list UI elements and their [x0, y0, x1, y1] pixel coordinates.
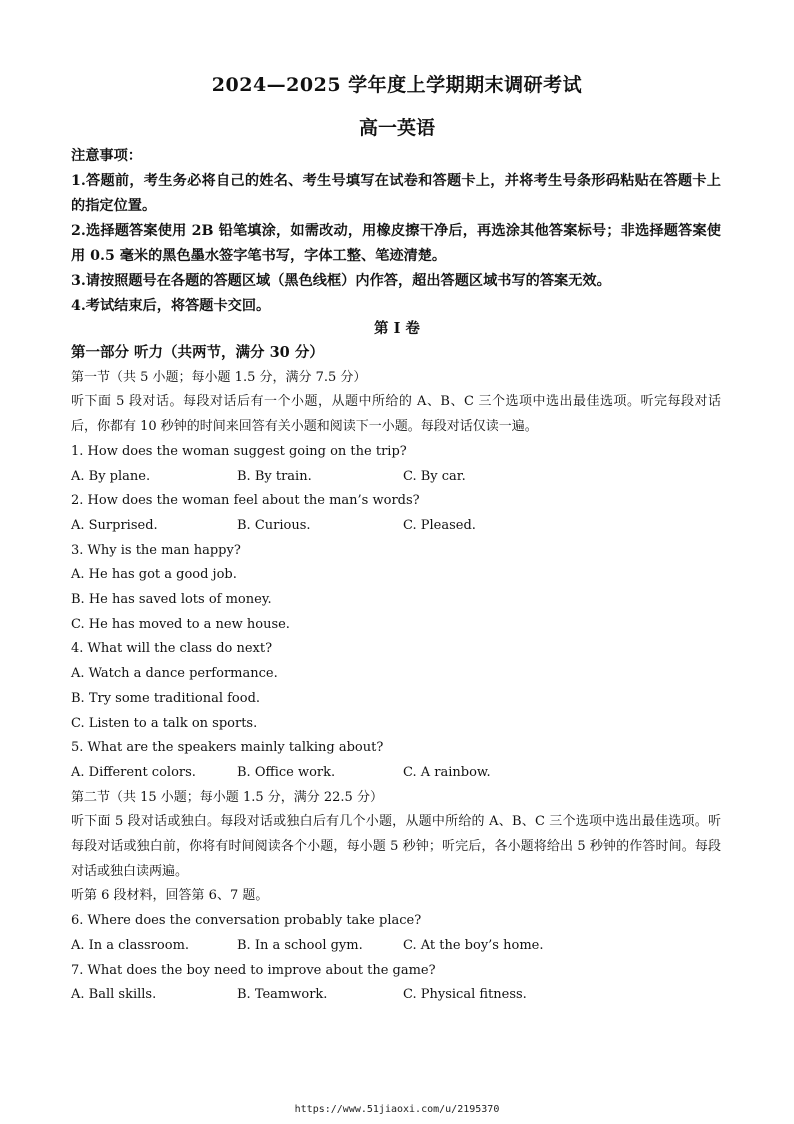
material-note: 听第 6 段材料，回答第 6、7 题。: [71, 888, 269, 904]
option-b: B. Try some traditional food.: [71, 690, 261, 706]
question-stem: 1. How does the woman suggest going on the trip?: [71, 443, 407, 459]
section-instructions: 听下面 5 段对话。每段对话后有一个小题，从题中所给的 A、B、C 三个选项中选出最佳选项。听完每段对话后，你都有 10 秒钟的时间来回答有关小题和阅读下一小题。每段对话仅读一遍。: [71, 394, 721, 435]
option-a: A. Different colors.: [71, 764, 196, 780]
option-c: C. A rainbow.: [403, 764, 491, 780]
option-a: A. Surprised.: [71, 517, 158, 533]
question-stem: 6. Where does the conversation probably take place?: [71, 913, 422, 929]
option-b: B. Curious.: [237, 517, 311, 533]
section-instructions: 听下面 5 段对话或独白。每段对话或独白后有几个小题，从题中所给的 A、B、C 三个选项中选出最佳选项。听每段对话或独白前，你将有时间阅读各个小题，每小题 5 秒钟；听完后，各小题将给出 5 秒钟的作答时间。每段对话或独白读两遍。: [71, 814, 721, 879]
exam-body: [71, 341, 721, 1008]
question-stem: 2. How does the woman feel about the man’s words?: [71, 493, 420, 509]
footer-url: https://www.51jiaoxi.com/u/2195370: [294, 1104, 500, 1115]
option-b: B. By train.: [237, 468, 312, 484]
option-c: C. By car.: [403, 468, 466, 484]
notice-item: 4.考试结束后，将答题卡交回。: [71, 298, 271, 314]
notice-heading: 注意事项：: [71, 148, 142, 164]
option-b: B. Teamwork.: [237, 987, 328, 1003]
option-a: A. Ball skills.: [71, 987, 157, 1003]
option-b: B. In a school gym.: [237, 937, 363, 953]
notice-item: 1.答题前，考生务必将自己的姓名、考生号填写在试卷和答题卡上，并将考生号条形码粘贴在答题卡上的指定位置。: [71, 173, 721, 214]
option-c: C. At the boy’s home.: [403, 937, 544, 953]
subject-title: 高一英语: [358, 117, 435, 139]
question-options: [71, 983, 721, 1008]
question-stem: 4. What will the class do next?: [71, 641, 273, 657]
part-heading: 第一部分 听力（共两节，满分 30 分）: [71, 344, 324, 361]
question-options: [71, 465, 721, 490]
question-stem: 3. Why is the man happy?: [71, 542, 241, 558]
notice-item: 3.请按照题号在各题的答题区域（黑色线框）内作答，超出答题区域书写的答案无效。: [71, 273, 611, 289]
section-heading: 第二节（共 15 小题；每小题 1.5 分，满分 22.5 分）: [71, 789, 383, 805]
section-heading: 第一节（共 5 小题；每小题 1.5 分，满分 7.5 分）: [71, 369, 367, 385]
option-a: A. He has got a good job.: [71, 567, 237, 583]
option-a: A. By plane.: [71, 468, 151, 484]
option-c: C. Listen to a talk on sports.: [71, 715, 258, 731]
option-c: C. Physical fitness.: [403, 987, 527, 1003]
volume-heading: 第 I 卷: [374, 320, 420, 337]
option-a: A. Watch a dance performance.: [71, 666, 278, 682]
notice-item: 2.选择题答案使用 2B 铅笔填涂，如需改动，用橡皮擦干净后，再选涂其他答案标号；非选择题答案使用 0.5 毫米的黑色墨水签字笔书写，字体工整、笔迹清楚。: [71, 223, 721, 264]
option-a: A. In a classroom.: [71, 937, 190, 953]
question-stem: 7. What does the boy need to improve about the game?: [71, 962, 436, 978]
option-c: C. Pleased.: [403, 517, 476, 533]
option-b: B. Office work.: [237, 764, 336, 780]
question-options: [71, 514, 721, 539]
question-options: [71, 761, 721, 786]
option-b: B. He has saved lots of money.: [71, 592, 272, 608]
notice-block: [71, 144, 721, 319]
option-c: C. He has moved to a new house.: [71, 616, 290, 632]
exam-title: 2024—2025 学年度上学期期末调研考试: [211, 74, 583, 96]
question-stem: 5. What are the speakers mainly talking about?: [71, 740, 384, 756]
question-options: [71, 934, 721, 959]
